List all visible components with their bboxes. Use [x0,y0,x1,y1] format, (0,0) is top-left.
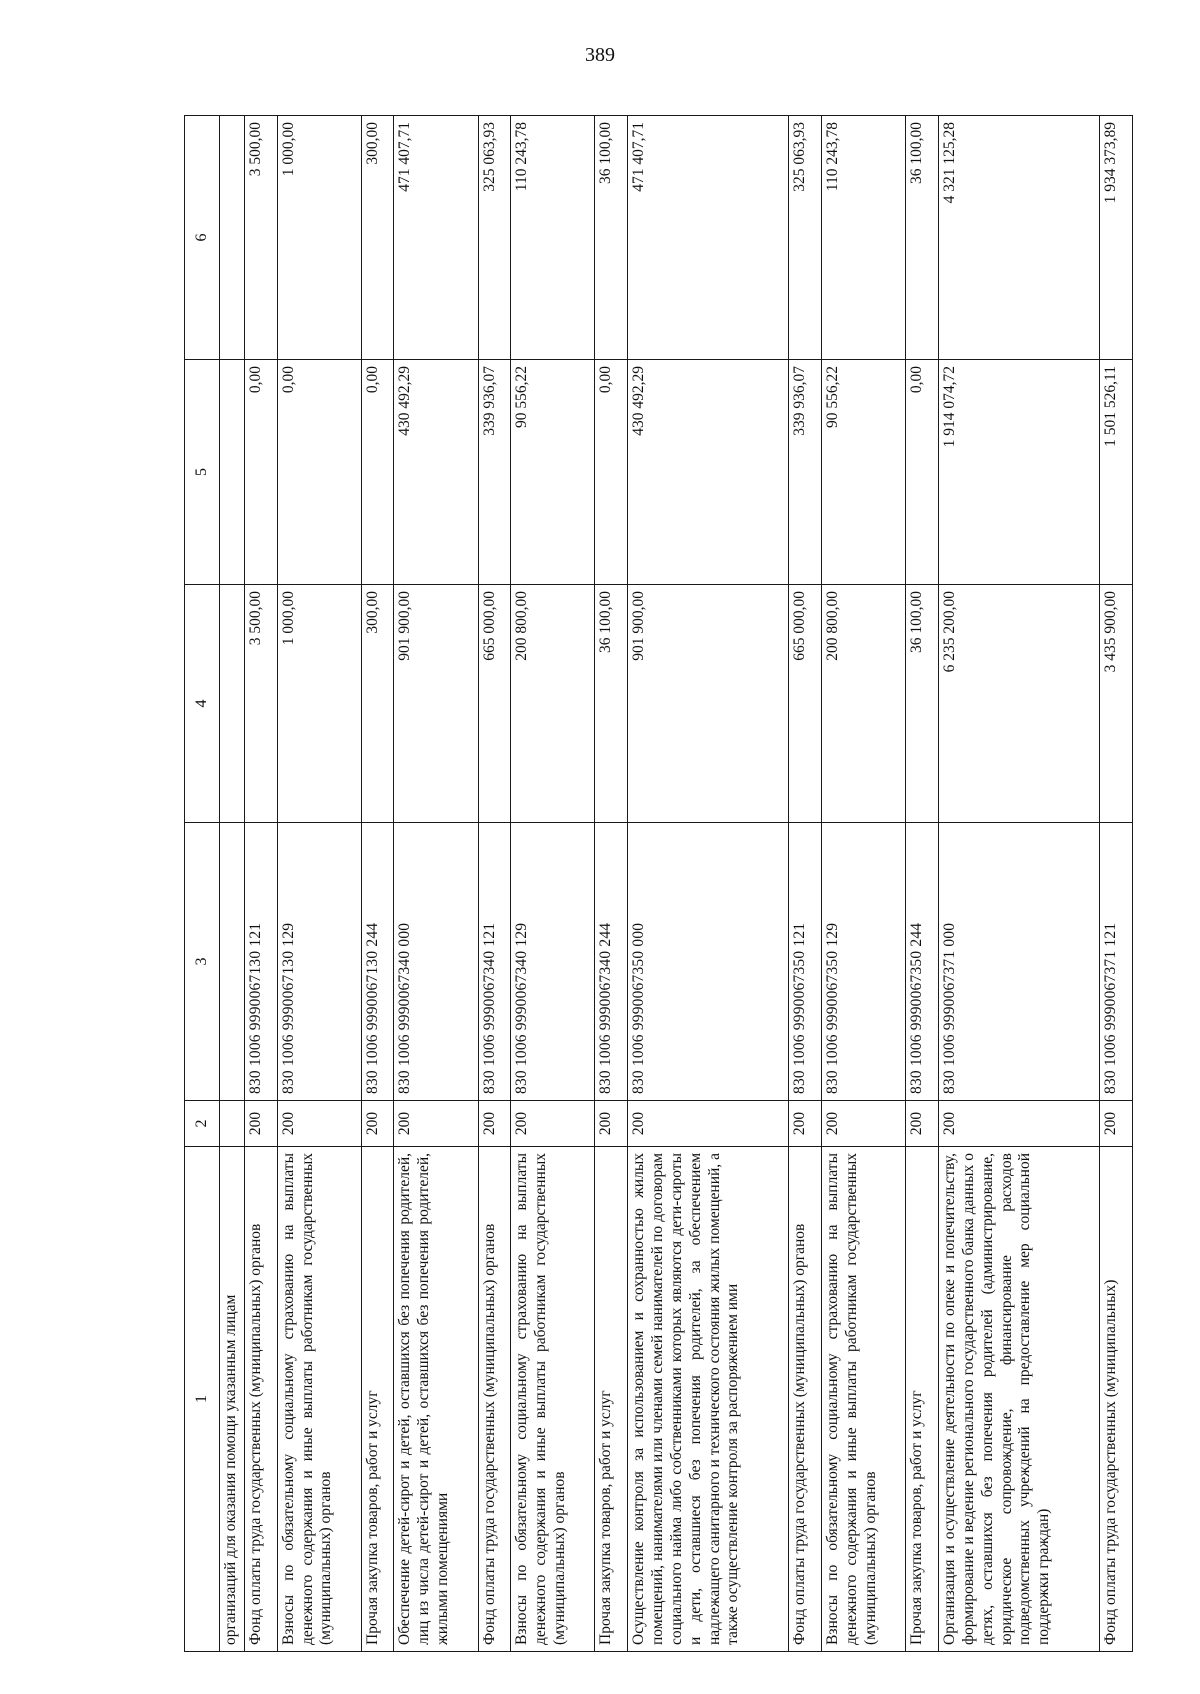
row-col6: 325 063,93 [478,116,511,360]
row-col6: 3 500,00 [245,116,278,360]
row-col4: 1 000,00 [277,585,361,823]
row-col6: 1 000,00 [277,116,361,360]
row-name: Прочая закупка товаров, работ и услуг [595,1147,628,1652]
row-count: 200 [277,1101,361,1147]
row-code: 830 1006 9990067130 129 [277,823,361,1101]
rotated-table-container [184,116,1133,1652]
row-count: 200 [511,1101,595,1147]
row-col5: 90 556,22 [511,360,595,585]
row-code: 830 1006 9990067350 129 [822,823,906,1101]
row-col5: 339 936,07 [478,360,511,585]
row-col6: 36 100,00 [906,116,939,360]
empty-cell [220,585,245,823]
budget-table [184,115,1133,1652]
row-count: 200 [478,1101,511,1147]
row-col5: 339 936,07 [789,360,822,585]
row-col6: 110 243,78 [511,116,595,360]
row-col6: 36 100,00 [595,116,628,360]
row-col6: 300,00 [361,116,394,360]
empty-cell [220,116,245,360]
row-code: 830 1006 9990067130 121 [245,823,278,1101]
row-col4: 901 900,00 [394,585,478,823]
header-col-4: 4 [185,585,220,823]
row-col6: 1 934 373,89 [1100,116,1133,360]
row-name: Осуществление контроля за использованием и сохранностью жилых помещений, нанимателями или членами семей нанимателей по договорам социального найма либо собственниками которых являются дети-сироты и дети, оставшиеся без попечения родителей, за обеспечением надлежащего санитарного и технического состояния жилых помещений, а также осуществление контроля за распоряжением ими [627,1147,789,1652]
row-name: Фонд оплаты труда государственных (муниципальных) органов [245,1147,278,1652]
page-number: 389 [585,44,615,66]
row-code: 830 1006 9990067371 121 [1100,823,1133,1101]
row-count: 200 [627,1101,789,1147]
header-col-2: 2 [185,1101,220,1147]
header-col-3: 3 [185,823,220,1101]
header-col-1: 1 [185,1147,220,1652]
row-col6: 471 407,71 [627,116,789,360]
header-col-5: 5 [185,360,220,585]
row-col4: 665 000,00 [789,585,822,823]
row-col4: 300,00 [361,585,394,823]
continuation-text: организаций для оказания помощи указанным лицам [220,1147,245,1652]
table-row [511,116,595,1652]
row-col5: 430 492,29 [394,360,478,585]
row-name: Взносы по обязательному социальному страхованию на выплаты денежного содержания и иные выплаты работникам государственных (муниципальных) органов [511,1147,595,1652]
row-col5: 0,00 [245,360,278,585]
row-col4: 6 235 200,00 [938,585,1100,823]
row-name: Прочая закупка товаров, работ и услуг [361,1147,394,1652]
table-row [822,116,906,1652]
row-name: Организация и осуществление деятельности по опеке и попечительству, формирование и ведение регионального государственного банка данных о детях, оставшихся без попечения родителей (администрирование, юридическое сопровождение, финансирование расходов подведомственных учреждений на предоставление мер социальной поддержки граждан) [938,1147,1100,1652]
row-code: 830 1006 9990067340 000 [394,823,478,1101]
table-row [789,116,822,1652]
table-row [394,116,478,1652]
row-code: 830 1006 9990067371 000 [938,823,1100,1101]
row-count: 200 [938,1101,1100,1147]
row-col6: 110 243,78 [822,116,906,360]
row-col5: 1 914 074,72 [938,360,1100,585]
row-col4: 36 100,00 [906,585,939,823]
empty-cell [220,823,245,1101]
row-name: Взносы по обязательному социальному страхованию на выплаты денежного содержания и иные выплаты работникам государственных (муниципальных) органов [277,1147,361,1652]
row-col6: 471 407,71 [394,116,478,360]
row-name: Обеспечение детей-сирот и детей, оставшихся без попечения родителей, лиц из числа детей-сирот и детей, оставшихся без попечения родителей, жилыми помещениями [394,1147,478,1652]
row-col5: 430 492,29 [627,360,789,585]
row-code: 830 1006 9990067340 121 [478,823,511,1101]
table-row [1100,116,1133,1652]
table-row [938,116,1100,1652]
row-count: 200 [361,1101,394,1147]
row-code: 830 1006 9990067130 244 [361,823,394,1101]
table-row [361,116,394,1652]
row-count: 200 [822,1101,906,1147]
row-col5: 0,00 [595,360,628,585]
table-row [245,116,278,1652]
continuation-row [220,116,245,1652]
row-count: 200 [1100,1101,1133,1147]
row-name: Прочая закупка товаров, работ и услуг [906,1147,939,1652]
row-col4: 3 500,00 [245,585,278,823]
row-col5: 0,00 [906,360,939,585]
row-count: 200 [906,1101,939,1147]
table-row [627,116,789,1652]
row-col5: 90 556,22 [822,360,906,585]
row-col4: 200 800,00 [822,585,906,823]
row-code: 830 1006 9990067340 244 [595,823,628,1101]
row-col4: 665 000,00 [478,585,511,823]
row-col5: 0,00 [277,360,361,585]
row-col6: 325 063,93 [789,116,822,360]
row-count: 200 [245,1101,278,1147]
row-col5: 0,00 [361,360,394,585]
row-code: 830 1006 9990067340 129 [511,823,595,1101]
table-row [906,116,939,1652]
row-col6: 4 321 125,28 [938,116,1100,360]
row-name: Взносы по обязательному социальному страхованию на выплаты денежного содержания и иные выплаты работникам государственных (муниципальных) органов [822,1147,906,1652]
row-count: 200 [394,1101,478,1147]
row-col5: 1 501 526,11 [1100,360,1133,585]
row-col4: 36 100,00 [595,585,628,823]
table-row [277,116,361,1652]
row-code: 830 1006 9990067350 121 [789,823,822,1101]
row-name: Фонд оплаты труда государственных (муниципальных) органов [789,1147,822,1652]
row-col4: 3 435 900,00 [1100,585,1133,823]
empty-cell [220,1101,245,1147]
header-row [185,116,220,1652]
table-row [595,116,628,1652]
empty-cell [220,360,245,585]
row-count: 200 [595,1101,628,1147]
row-col4: 200 800,00 [511,585,595,823]
row-name: Фонд оплаты труда государственных (муниципальных) органов [478,1147,511,1652]
row-count: 200 [789,1101,822,1147]
row-code: 830 1006 9990067350 000 [627,823,789,1101]
row-name: Фонд оплаты труда государственных (муниципальных) [1100,1147,1133,1652]
row-code: 830 1006 9990067350 244 [906,823,939,1101]
row-col4: 901 900,00 [627,585,789,823]
header-col-6: 6 [185,116,220,360]
table-row [478,116,511,1652]
